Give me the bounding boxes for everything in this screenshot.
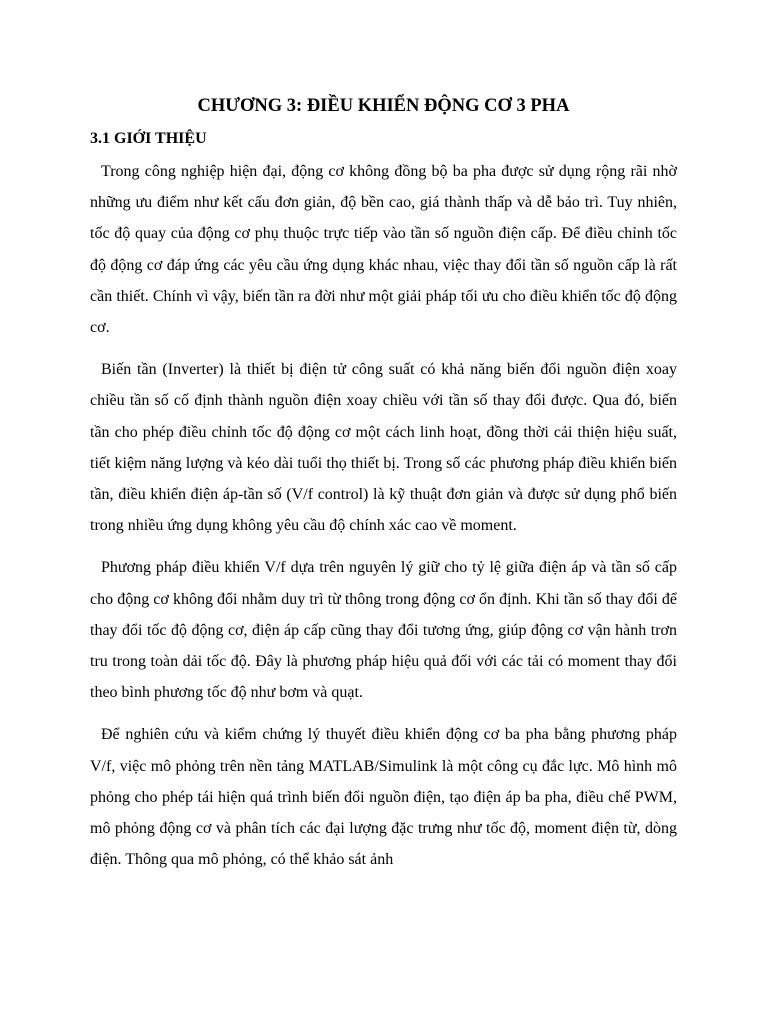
paragraph-2: Biến tần (Inverter) là thiết bị điện tử công suất có khả năng biến đổi nguồn điện xoay chiều tần số cố định thành nguồn điện xoay chiều với tần số thay đổi được. Qua đó, biến tần cho phép điều chỉnh tốc độ động cơ một cách linh hoạt, đồng thời cải thiện hiệu suất, tiết kiệm năng lượng và kéo dài tuổi thọ thiết bị. Trong số các phương pháp điều khiển biến tần, điều khiển điện áp-tần số (V/f control) là kỹ thuật đơn giản và được sử dụng phổ biến trong nhiều ứng dụng không yêu cầu độ chính xác cao về moment. xyxy=(90,361,677,535)
paragraph-1: Trong công nghiệp hiện đại, động cơ không đồng bộ ba pha được sử dụng rộng rãi nhờ những ưu điểm như kết cấu đơn giản, độ bền cao, giá thành thấp và dễ bảo trì. Tuy nhiên, tốc độ quay của động cơ phụ thuộc trực tiếp vào tần số nguồn điện cấp. Để điều chỉnh tốc độ động cơ đáp ứng các yêu cầu ứng dụng khác nhau, việc thay đổi tần số nguồn cấp là rất cần thiết. Chính vì vậy, biến tần ra đời như một giải pháp tối ưu cho điều khiển tốc độ động cơ. xyxy=(90,163,677,337)
document-page xyxy=(90,90,677,886)
paragraph-3: Phương pháp điều khiển V/f dựa trên nguyên lý giữ cho tỷ lệ giữa điện áp và tần số cấp cho động cơ không đổi nhằm duy trì từ thông trong động cơ ổn định. Khi tần số thay đổi để thay đổi tốc độ động cơ, điện áp cấp cũng thay đổi tương ứng, giúp động cơ vận hành trơn tru trong toàn dải tốc độ. Đây là phương pháp hiệu quả đối với các tải có moment thay đổi theo bình phương tốc độ như bơm và quạt. xyxy=(90,559,677,702)
section-heading: 3.1 GIỚI THIỆU xyxy=(90,130,207,147)
chapter-title: CHƯƠNG 3: ĐIỀU KHIỂN ĐỘNG CƠ 3 PHA xyxy=(197,96,570,116)
paragraph-4: Để nghiên cứu và kiểm chứng lý thuyết điều khiển động cơ ba pha bằng phương pháp V/f, việc mô phỏng trên nền tảng MATLAB/Simulink là một công cụ đắc lực. Mô hình mô phỏng cho phép tái hiện quá trình biến đổi nguồn điện, tạo điện áp ba pha, điều chế PWM, mô phỏng động cơ và phân tích các đại lượng đặc trưng như tốc độ, moment điện từ, dòng điện. Thông qua mô phỏng, có thể khảo sát ảnh xyxy=(90,726,677,869)
